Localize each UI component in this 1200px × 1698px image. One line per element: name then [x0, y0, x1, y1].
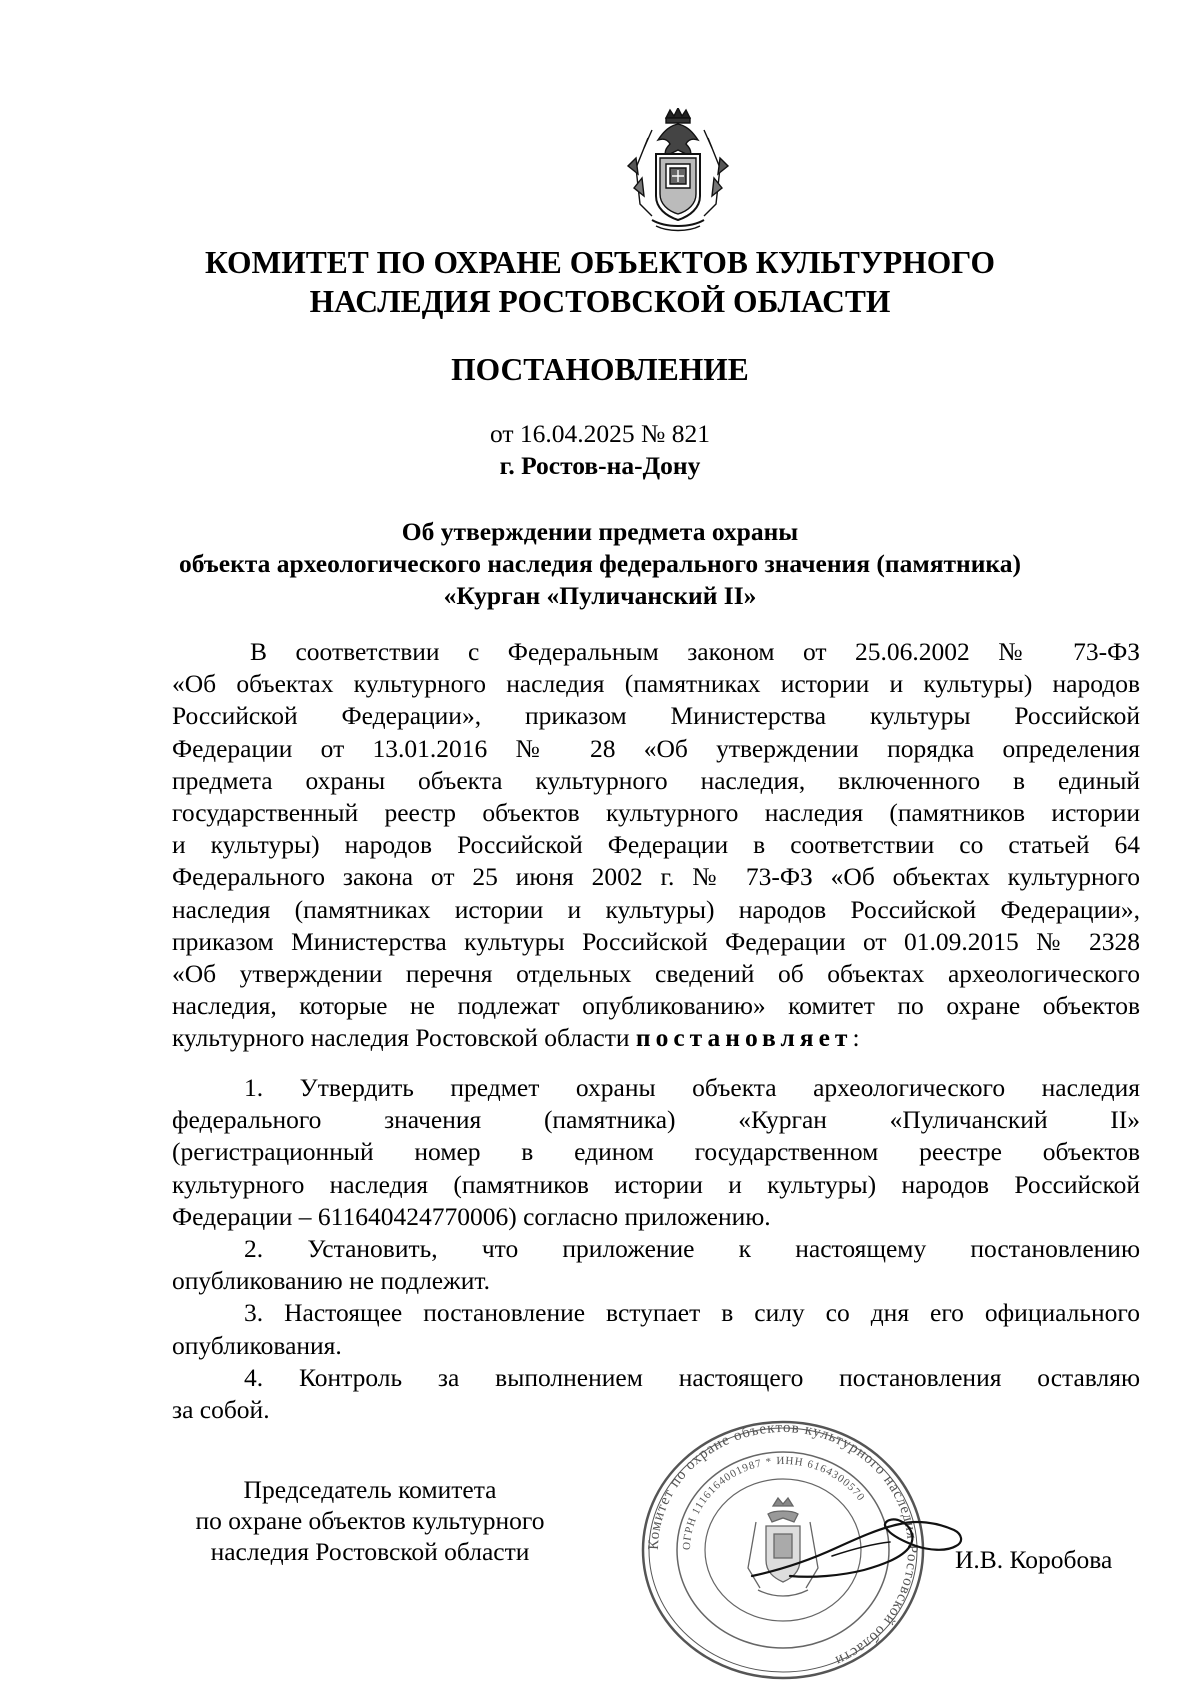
subject-line-2: объекта археологического наследия федерального значения (памятника) — [179, 549, 1021, 578]
preamble-line: Федерального закона от 25 июня 2002 г. № 73-ФЗ «Об объектах культурного — [172, 862, 1140, 892]
preamble-line: В соответствии с Федеральным законом от 25.06.2002 № 73-ФЗ — [250, 637, 1140, 666]
item-1-line: федерального значения (памятника) «Курган «Пуличанский II» — [172, 1105, 1140, 1135]
coat-of-arms-icon — [622, 108, 734, 232]
organization-title-line-1: КОМИТЕТ ПО ОХРАНЕ ОБЪЕКТОВ КУЛЬТУРНОГО — [204, 245, 995, 280]
resolution-items — [172, 1072, 1140, 1426]
signatory-position-line-1: Председатель комитета — [243, 1475, 497, 1504]
signatory-position — [170, 1474, 570, 1567]
item-4-line: 4. Контроль за выполнением настоящего постановления оставляю — [244, 1362, 1140, 1392]
document-subject — [160, 516, 1040, 612]
document-date-number: от 16.04.2025 № 821 — [489, 419, 710, 448]
item-2-line: опубликованию не подлежит. — [172, 1266, 490, 1296]
subject-line-3: «Курган «Пуличанский II» — [443, 581, 757, 610]
stamp-inner-text: ОГРН 1116164001987 * ИНН 6164300570 — [680, 1454, 868, 1551]
organization-title — [200, 243, 1000, 321]
preamble-line: «Об объектах культурного наследия (памятниках истории и культуры) народов — [172, 669, 1140, 699]
preamble-line: «Об утверждении перечня отдельных сведений об объектах археологического — [172, 959, 1140, 989]
item-2-line: 2. Установить, что приложение к настоящему постановлению — [244, 1234, 1140, 1264]
item-3-line: опубликования. — [172, 1330, 342, 1360]
item-3-line: 3. Настоящее постановление вступает в силу со дня его официального — [244, 1298, 1140, 1328]
item-1-line: (регистрационный номер в едином государственном реестре объектов — [172, 1137, 1140, 1167]
document-type: ПОСТАНОВЛЕНИЕ — [451, 352, 749, 387]
stamp-outer-text: Комитет по охране объектов культурного наследия Ростовской области — [645, 1419, 921, 1669]
document-city: г. Ростов-на-Дону — [499, 451, 701, 480]
decree-word: постановляет — [635, 1023, 853, 1053]
item-4-line: за собой. — [172, 1395, 270, 1425]
item-1-line: Федерации – 611640424770006) согласно приложению. — [172, 1201, 771, 1231]
handwritten-signature — [740, 1484, 970, 1604]
preamble-line: наследия (памятниках истории и культуры) народов Российской Федерации», — [172, 894, 1140, 924]
preamble-last-line-prefix: культурного наследия Ростовской области — [172, 1023, 636, 1053]
preamble-last-line — [172, 1022, 1140, 1054]
item-1-line: культурного наследия (памятников истории и культуры) народов Российской — [172, 1169, 1140, 1199]
preamble-line: предмета охраны объекта культурного наследия, включенного в единый — [172, 765, 1140, 795]
preamble-line: Федерации от 13.01.2016 № 28 «Об утверждении порядка определения — [172, 733, 1140, 763]
preamble-paragraph — [172, 636, 1140, 1055]
preamble-line: и культуры) народов Российской Федерации в соответствии со статьей 64 — [172, 830, 1140, 860]
item-1-line: 1. Утвердить предмет охраны объекта археологического наследия — [244, 1073, 1140, 1102]
preamble-line: государственный реестр объектов культурного наследия (памятников истории — [172, 798, 1140, 828]
preamble-last-line-suffix: : — [852, 1023, 860, 1053]
signatory-position-line-2: по охране объектов культурного — [195, 1506, 545, 1535]
subject-line-1: Об утверждении предмета охраны — [401, 517, 799, 546]
preamble-line: наследия, которые не подлежат опубликованию» комитет по охране объектов — [172, 991, 1140, 1021]
signatory-name: И.В. Коробова — [955, 1545, 1113, 1574]
preamble-line: Российской Федерации», приказом Министерства культуры Российской — [172, 701, 1140, 731]
preamble-line: приказом Министерства культуры Российской Федерации от 01.09.2015 № 2328 — [172, 926, 1140, 956]
organization-title-line-2: НАСЛЕДИЯ РОСТОВСКОЙ ОБЛАСТИ — [309, 284, 891, 319]
signatory-position-line-3: наследия Ростовской области — [210, 1537, 530, 1566]
